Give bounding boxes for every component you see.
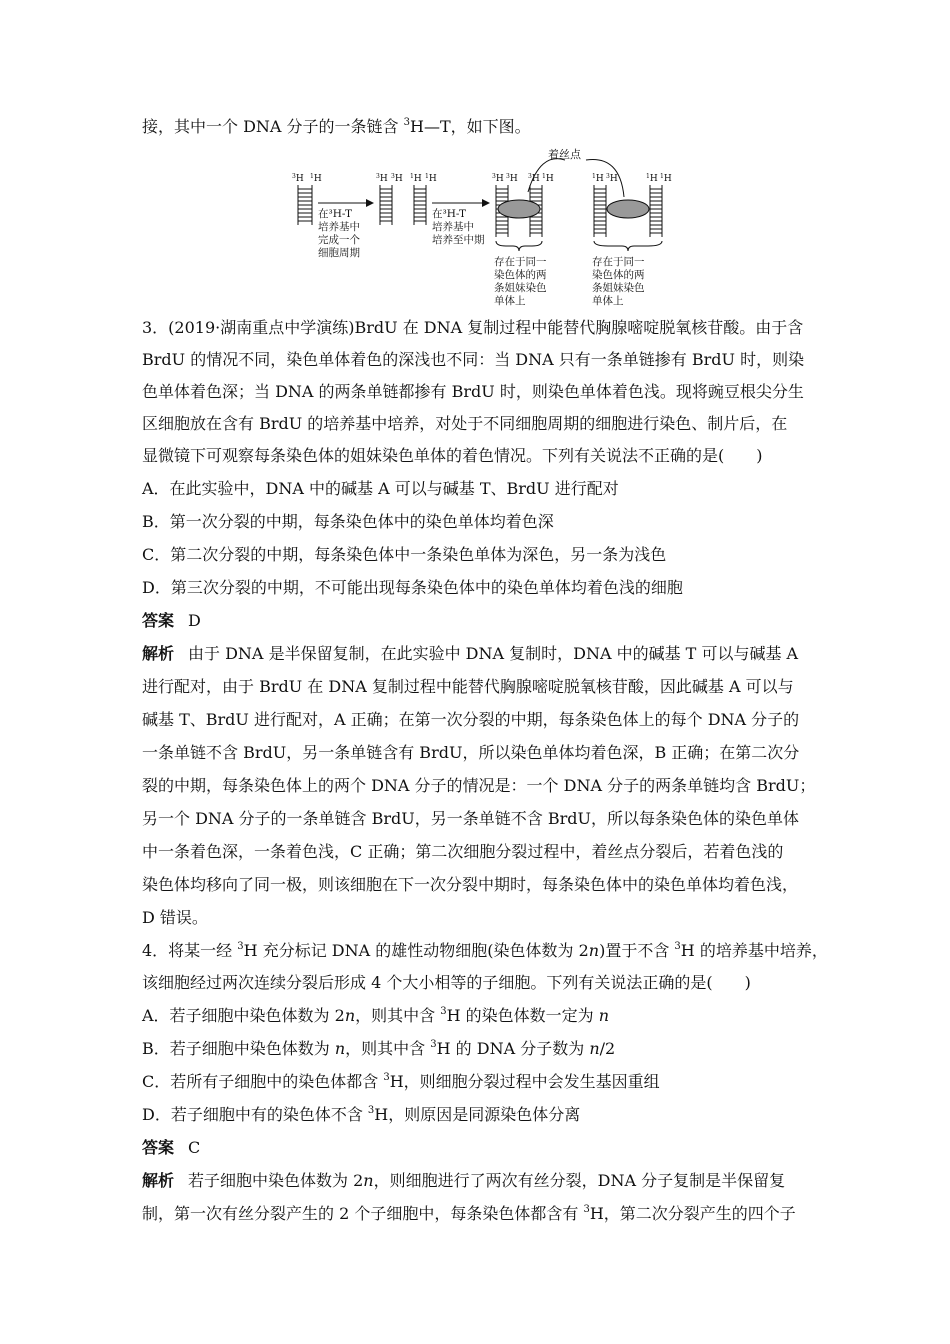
q3-analysis-line: 解析 由于 DNA 是半保留复制，在此实验中 DNA 复制时，DNA 中的碱基 T 可以与碱基 A bbox=[142, 644, 799, 663]
q3-analysis-line: 一条单链不含 BrdU，另一条单链含有 BrdU，所以染色单体均着色深，B 正确；在第二次分 bbox=[142, 743, 800, 762]
svg-text:3H: $^3$H bbox=[376, 173, 388, 184]
svg-text:1H: $^1$H bbox=[425, 173, 437, 184]
svg-text:培养至中期: 培养至中期 bbox=[432, 234, 485, 246]
q3-analysis-line: 裂的中期，每条染色体上的两个 DNA 分子的情况是：一个 DNA 分子的两条单链均含 BrdU； bbox=[142, 776, 816, 795]
svg-text:3H: $^3$H bbox=[528, 173, 540, 184]
svg-text:1H: $^1$H bbox=[646, 173, 658, 184]
svg-text:条姐妹染色: 条姐妹染色 bbox=[494, 282, 547, 294]
svg-text:1H: $^1$H bbox=[410, 173, 422, 184]
svg-text:1H: $^1$H bbox=[592, 173, 604, 184]
q3-analysis-line: 另一个 DNA 分子的一条单链含 BrdU，另一条单链不含 BrdU，所以每条染色体的染色单体 bbox=[142, 809, 799, 828]
svg-text:条姐妹染色: 条姐妹染色 bbox=[592, 282, 645, 294]
svg-text:培养基中: 培养基中 bbox=[318, 221, 360, 233]
svg-text:3H: $^3$H bbox=[492, 173, 504, 184]
q3-analysis-line: 碱基 T、BrdU 进行配对，A 正确；在第一次分裂的中期，每条染色体上的每个 DNA 分子的 bbox=[142, 710, 800, 729]
note-1-text bbox=[494, 255, 547, 307]
svg-text:染色体的两: 染色体的两 bbox=[494, 269, 547, 281]
svg-text:培养基中: 培养基中 bbox=[432, 221, 474, 233]
q4-option-c: C．若所有子细胞中的染色体都含 $^3$H，则细胞分裂过程中会发生基因重组 bbox=[142, 1071, 660, 1091]
svg-text:细胞周期: 细胞周期 bbox=[318, 247, 360, 259]
q3-stem-line: 显微镜下可观察每条染色体的姐妹染色单体的着色情况。下列有关说法不正确的是( ) bbox=[142, 446, 763, 465]
svg-text:存在于同一: 存在于同一 bbox=[592, 256, 645, 268]
q3-stem-line: 色单体着色深；当 DNA 的两条单链都掺有 BrdU 时，则染色单体着色浅。现将豌豆根尖分生 bbox=[142, 382, 804, 401]
q3-answer: 答案 D bbox=[142, 611, 201, 630]
q3-stem-line: 3．(2019·湖南重点中学演练)BrdU 在 DNA 复制过程中能替代胸腺嘧啶脱氧核苷酸。由于含 bbox=[142, 318, 804, 337]
q3-stem-line: 区细胞放在含有 BrdU 的培养基中培养，对处于不同细胞周期的细胞进行染色、制片后，在 bbox=[142, 414, 788, 433]
q4-option-a: A．若子细胞中染色体数为 2n，则其中含 $^3$H 的染色体数一定为 n bbox=[142, 1005, 610, 1025]
svg-text:1H: $^1$H bbox=[542, 173, 554, 184]
svg-text:单体上: 单体上 bbox=[494, 295, 526, 307]
svg-text:在³H-T: 在³H-T bbox=[318, 208, 353, 220]
brace-2 bbox=[594, 241, 662, 251]
q3-option-b: B．第一次分裂的中期，每条染色体中的染色单体均着色深 bbox=[142, 512, 554, 531]
svg-text:1H: $^1$H bbox=[660, 173, 672, 184]
svg-text:存在于同一: 存在于同一 bbox=[494, 256, 547, 268]
brace-1 bbox=[496, 241, 542, 251]
svg-text:3H: $^3$H bbox=[506, 173, 518, 184]
q4-analysis-line: 解析 若子细胞中染色体数为 2n，则细胞进行了两次有丝分裂，DNA 分子复制是半保留复 bbox=[142, 1171, 786, 1190]
dna-replication-diagram bbox=[280, 147, 680, 307]
centromere-label: 着丝点 bbox=[548, 148, 581, 161]
q4-option-b: B．若子细胞中染色体数为 n，则其中含 $^3$H 的 DNA 分子数为 n/2 bbox=[142, 1038, 616, 1058]
q3-option-d: D．第三次分裂的中期，不可能出现每条染色体中的染色单体均着色浅的细胞 bbox=[142, 578, 683, 597]
q3-stem-line: BrdU 的情况不同，染色单体着色的深浅也不同：当 DNA 只有一条单链掺有 BrdU 时，则染 bbox=[142, 350, 805, 369]
centromere-ellipse-1 bbox=[498, 200, 540, 218]
svg-text:3H: $^3$H bbox=[391, 173, 403, 184]
svg-text:3H: $^3$H bbox=[292, 173, 304, 184]
q3-analysis-line: D 错误。 bbox=[142, 908, 208, 927]
q4-stem-line: 4．将某一经 $^3$H 充分标记 DNA 的雄性动物细胞(染色体数为 2n)置于不含 $^3$H 的培养基中培养， bbox=[142, 940, 828, 960]
step-2-text bbox=[432, 207, 485, 246]
step-1-text bbox=[318, 207, 360, 259]
svg-text:染色体的两: 染色体的两 bbox=[592, 269, 645, 281]
svg-text:完成一个: 完成一个 bbox=[318, 234, 360, 246]
svg-text:3H: $^3$H bbox=[606, 173, 618, 184]
q4-stem-line: 该细胞经过两次连续分裂后形成 4 个大小相等的子细胞。下列有关说法正确的是( ) bbox=[142, 973, 751, 992]
q3-analysis-line: 染色体均移向了同一极，则该细胞在下一次分裂中期时，每条染色体中的染色单体均着色浅， bbox=[142, 875, 799, 894]
centromere-ellipse-2 bbox=[607, 200, 649, 218]
svg-text:1H: $^1$H bbox=[310, 173, 322, 184]
q3-analysis-line: 进行配对，由于 BrdU 在 DNA 复制过程中能替代胸腺嘧啶脱氧核苷酸，因此碱基 A 可以与 bbox=[142, 677, 794, 696]
q3-option-a: A．在此实验中，DNA 中的碱基 A 可以与碱基 T、BrdU 进行配对 bbox=[142, 479, 619, 498]
q4-option-d: D．若子细胞中有的染色体不含 $^3$H，则原因是同源染色体分离 bbox=[142, 1104, 581, 1124]
q3-option-c: C．第二次分裂的中期，每条染色体中一条染色单体为深色，另一条为浅色 bbox=[142, 545, 667, 564]
svg-text:单体上: 单体上 bbox=[592, 295, 624, 307]
q3-analysis-line: 中一条着色深，一条着色浅，C 正确；第二次细胞分裂过程中，着丝点分裂后，若着色浅的 bbox=[142, 842, 784, 861]
q4-answer: 答案 C bbox=[142, 1138, 201, 1157]
note-2-text bbox=[592, 255, 645, 307]
q4-analysis-line: 制，第一次有丝分裂产生的 2 个子细胞中，每条染色体都含有 $^3$H，第二次分裂产生的四个子 bbox=[142, 1203, 796, 1223]
strand-labels bbox=[292, 173, 672, 184]
intro-line: 接，其中一个 DNA 分子的一条链含 $^3$H—T，如下图。 bbox=[142, 116, 531, 136]
svg-text:在³H-T: 在³H-T bbox=[432, 208, 467, 220]
